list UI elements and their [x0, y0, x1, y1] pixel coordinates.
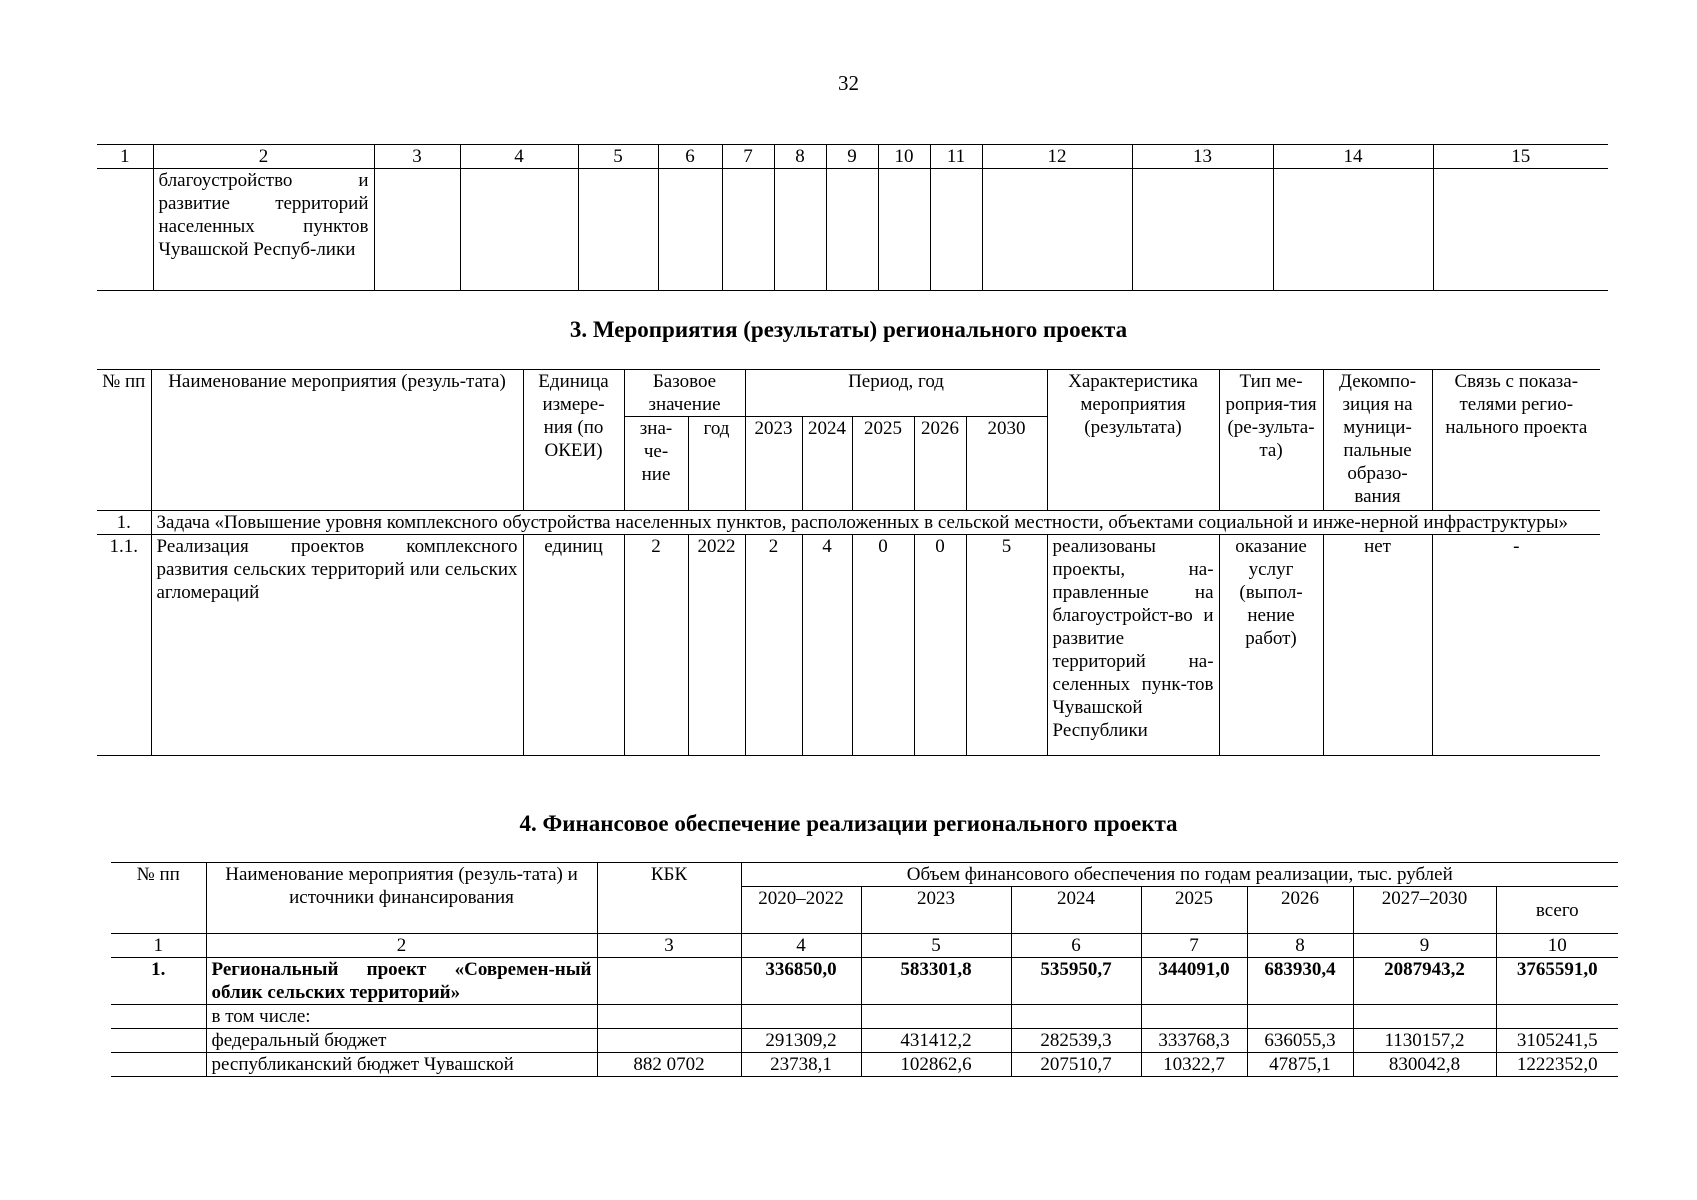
column-number: 10 [878, 145, 930, 169]
header-volume: Объем финансового обеспечения по годам реализации, тыс. рублей [741, 863, 1618, 887]
column-number-row [111, 934, 1618, 958]
header-period: Период, год [745, 370, 1047, 417]
row-value: 5 [966, 535, 1047, 756]
header-year: 2026 [914, 417, 966, 511]
row-value: 636055,3 [1247, 1029, 1353, 1053]
row-num [111, 1005, 206, 1029]
table-row [97, 535, 1600, 756]
row-value: 10322,7 [1141, 1053, 1247, 1077]
column-number-row [97, 145, 1608, 169]
column-number: 1 [111, 934, 206, 958]
row-value: 47875,1 [1247, 1053, 1353, 1077]
row-kbk [597, 1029, 741, 1053]
row-value: 0 [852, 535, 914, 756]
header-decomposition: Декомпо-зиция на муници-пальные образо-вания [1323, 370, 1432, 511]
row-characteristic: реализованы проекты, на-правленные на благоустройст-во и развитие территорий на-селенных пунк-тов Чувашской Республики [1047, 535, 1219, 756]
header-base: Базовое значение [624, 370, 745, 417]
row-num: 1.1. [97, 535, 151, 756]
row-value: 683930,4 [1247, 958, 1353, 1005]
header-row [97, 370, 1600, 417]
task-text: Задача «Повышение уровня комплексного обустройства населенных пунктов, расположенных в сельской местности, объектами социальной и инже-нерной инфраструктуры» [151, 511, 1600, 535]
column-number: 13 [1132, 145, 1273, 169]
column-number: 8 [774, 145, 826, 169]
header-year: 2024 [802, 417, 852, 511]
row-value: 0 [914, 535, 966, 756]
column-number: 4 [741, 934, 861, 958]
column-number: 1 [97, 145, 153, 169]
row-unit: единиц [523, 535, 624, 756]
column-number: 3 [374, 145, 460, 169]
row-value: 3765591,0 [1496, 958, 1618, 1005]
row-type: оказание услуг (выпол-нение работ) [1219, 535, 1323, 756]
row-value: 2 [745, 535, 802, 756]
column-number: 9 [826, 145, 878, 169]
column-number: 6 [658, 145, 722, 169]
task-num: 1. [97, 511, 151, 535]
row-value: 282539,3 [1011, 1029, 1141, 1053]
row-name: республиканский бюджет Чувашской [206, 1053, 597, 1077]
header-name: Наименование мероприятия (резуль-тата) и источники финансирования [206, 863, 597, 934]
row-value: 333768,3 [1141, 1029, 1247, 1053]
header-characteristic: Характеристика мероприятия (результата) [1047, 370, 1219, 511]
header-year: 2027–2030 [1353, 887, 1496, 934]
column-number: 9 [1353, 934, 1496, 958]
row-name: Реализация проектов комплексного развития сельских территорий или сельских агломераций [151, 535, 523, 756]
header-year: 2026 [1247, 887, 1353, 934]
header-num: № пп [97, 370, 151, 511]
header-base-year: год [688, 417, 745, 511]
row-value: 4 [802, 535, 852, 756]
row-value: 830042,8 [1353, 1053, 1496, 1077]
column-number: 5 [578, 145, 658, 169]
row-value: 23738,1 [741, 1053, 861, 1077]
header-name: Наименование мероприятия (резуль-тата) [151, 370, 523, 511]
task-row [97, 511, 1600, 535]
column-number: 8 [1247, 934, 1353, 958]
column-number: 3 [597, 934, 741, 958]
row-name: Региональный проект «Современ-ный облик сельских территорий» [206, 958, 597, 1005]
row-name: федеральный бюджет [206, 1029, 597, 1053]
row-kbk [597, 958, 741, 1005]
row-value: 583301,8 [861, 958, 1011, 1005]
column-number: 6 [1011, 934, 1141, 958]
column-number: 5 [861, 934, 1011, 958]
header-year: 2030 [966, 417, 1047, 511]
row-base-year: 2022 [688, 535, 745, 756]
row-value: 535950,7 [1011, 958, 1141, 1005]
continuation-text: благоустройство и развитие территорий населенных пунктов Чувашской Респуб-лики [153, 169, 374, 291]
header-row [111, 863, 1618, 887]
column-number: 7 [722, 145, 774, 169]
header-unit: Единица измере-ния (по ОКЕИ) [523, 370, 624, 511]
header-year: 2023 [861, 887, 1011, 934]
row-link: - [1432, 535, 1600, 756]
activities-table [97, 369, 1600, 756]
header-year: 2024 [1011, 887, 1141, 934]
row-kbk: 882 0702 [597, 1053, 741, 1077]
column-number: 11 [930, 145, 982, 169]
row-value: 1130157,2 [1353, 1029, 1496, 1053]
header-base-value: зна-че-ние [624, 417, 688, 511]
table-row [111, 958, 1618, 1005]
finance-table [111, 862, 1618, 1077]
page-number: 32 [838, 71, 859, 95]
column-number: 10 [1496, 934, 1618, 958]
column-number: 12 [982, 145, 1132, 169]
row-kbk [597, 1005, 741, 1029]
header-num: № пп [111, 863, 206, 934]
row-value: 336850,0 [741, 958, 861, 1005]
header-total: всего [1496, 887, 1618, 934]
header-kbk: КБК [597, 863, 741, 934]
row-num: 1. [111, 958, 206, 1005]
header-year: 2025 [1141, 887, 1247, 934]
row-name: в том числе: [206, 1005, 597, 1029]
column-number: 15 [1433, 145, 1608, 169]
table-row [111, 1029, 1618, 1053]
row-value: 344091,0 [1141, 958, 1247, 1005]
row-value: 291309,2 [741, 1029, 861, 1053]
header-link: Связь с показа-телями регио-нального проекта [1432, 370, 1600, 511]
row-value: 207510,7 [1011, 1053, 1141, 1077]
column-number: 2 [153, 145, 374, 169]
section-4-title: 4. Финансовое обеспечение реализации регионального проекта [519, 811, 1178, 836]
row-value: 3105241,5 [1496, 1029, 1618, 1053]
table-row [111, 1053, 1618, 1077]
row-num [111, 1029, 206, 1053]
row-value: 1222352,0 [1496, 1053, 1618, 1077]
header-year: 2025 [852, 417, 914, 511]
row-value: 2087943,2 [1353, 958, 1496, 1005]
section-3-title: 3. Мероприятия (результаты) регионального проекта [569, 317, 1128, 342]
column-number: 2 [206, 934, 597, 958]
column-number: 7 [1141, 934, 1247, 958]
header-year: 2020–2022 [741, 887, 861, 934]
row-num [111, 1053, 206, 1077]
column-number: 14 [1273, 145, 1433, 169]
row-decomposition: нет [1323, 535, 1432, 756]
header-year: 2023 [745, 417, 802, 511]
header-type: Тип ме-роприя-тия (ре-зульта-та) [1219, 370, 1323, 511]
table-row [97, 169, 1608, 291]
continuation-table [97, 144, 1608, 291]
row-value: 102862,6 [861, 1053, 1011, 1077]
row-base-value: 2 [624, 535, 688, 756]
table-row [111, 1005, 1618, 1029]
column-number: 4 [460, 145, 578, 169]
row-value: 431412,2 [861, 1029, 1011, 1053]
